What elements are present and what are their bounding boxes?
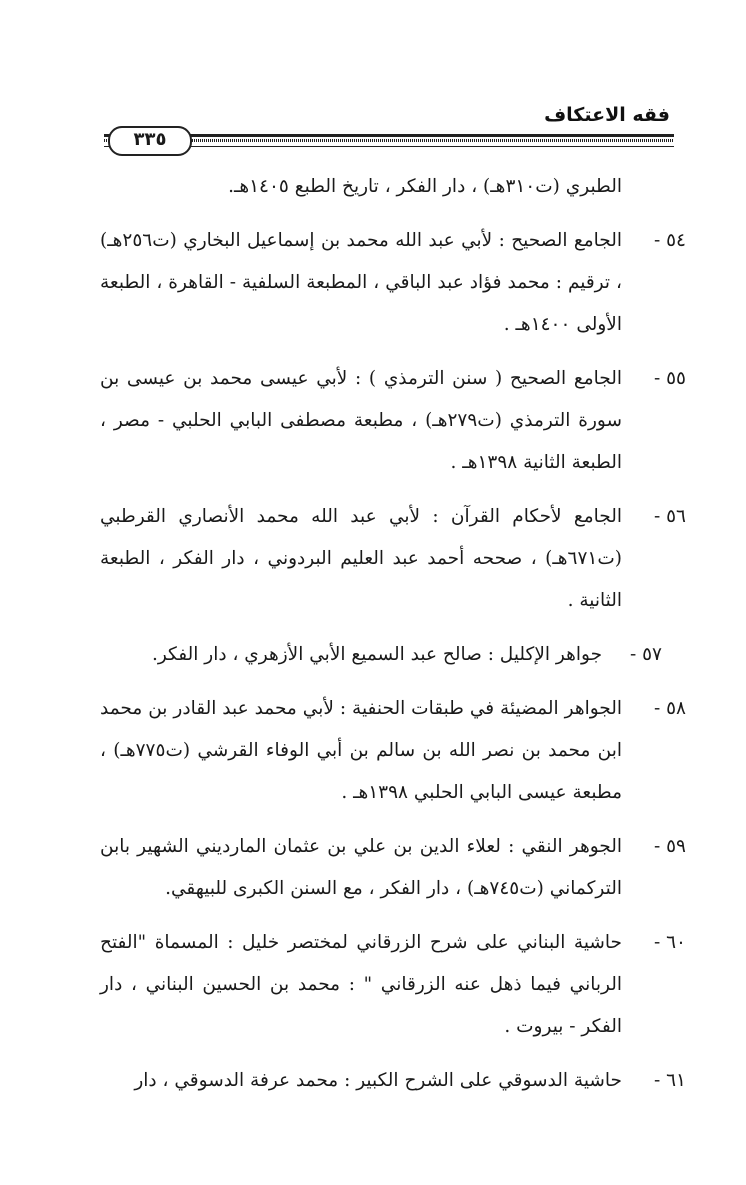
entry-number: ٦٠ - [653,932,686,953]
entry-number: ٥٨ - [653,698,686,719]
bibliography-list [100,166,686,1114]
entry-text: حاشية الدسوقي على الشرح الكبير : محمد عرفة الدسوقي ، دار [134,1070,622,1091]
entry-number: ٥٧ - [629,644,662,665]
list-item [100,634,686,676]
entry-text: الجامع الصحيح ( سنن الترمذي ) : لأبي عيسى محمد بن عيسى بن سورة الترمذي (ت٢٧٩هـ) ، مطبعة مصطفى البابي الحلبي - مصر ، الطبعة الثانية ١٣٩٨هـ . [100,368,622,473]
list-item [100,166,686,208]
list-item [100,826,686,910]
running-title: فقه الاعتكاف [544,104,670,126]
entry-number: ٥٥ - [653,368,686,389]
list-item [100,220,686,346]
entry-number: ٦١ - [653,1070,686,1091]
list-item [100,496,686,622]
entry-text: الجامع الصحيح : لأبي عبد الله محمد بن إسماعيل البخاري (ت٢٥٦هـ) ، ترقيم : محمد فؤاد عبد الباقي ، المطبعة السلفية - القاهرة ، الطبعة الأولى ١٤٠٠هـ . [100,230,622,335]
entry-text: الجامع لأحكام القرآن : لأبي عبد الله محمد الأنصاري القرطبي (ت٦٧١هـ) ، صححه أحمد عبد العليم البردوني ، دار الفكر ، الطبعة الثانية . [100,506,622,611]
list-item [100,688,686,814]
entry-number: ٥٦ - [653,506,686,527]
entry-text: الجوهر النقي : لعلاء الدين بن علي بن عثمان المارديني الشهير بابن التركماني (ت٧٤٥هـ) ، دار الفكر ، مع السنن الكبرى للبيهقي. [100,836,622,899]
entry-text: حاشية البناني على شرح الزرقاني لمختصر خليل : المسماة "الفتح الرباني فيما ذهل عنه الزرقاني " : محمد بن الحسين البناني ، دار الفكر - بيروت . [100,932,622,1037]
list-item [100,1060,686,1102]
entry-text: جواهر الإكليل : صالح عبد السميع الأبي الأزهري ، دار الفكر. [151,644,602,665]
entry-text: الجواهر المضيئة في طبقات الحنفية : لأبي محمد عبد القادر بن محمد ابن محمد بن نصر الله بن سالم بن أبي الوفاء القرشي (ت٧٧٥هـ) ، مطبعة عيسى البابي الحلبي ١٣٩٨هـ . [100,698,622,803]
entry-number: ٥٤ - [653,230,686,251]
list-item [100,922,686,1048]
list-item [100,358,686,484]
page-number: ٣٣٥ [108,126,192,156]
entry-text: الطبري (ت٣١٠هـ) ، دار الفكر ، تاريخ الطبع ١٤٠٥هـ. [228,176,622,197]
entry-number: ٥٩ - [653,836,686,857]
